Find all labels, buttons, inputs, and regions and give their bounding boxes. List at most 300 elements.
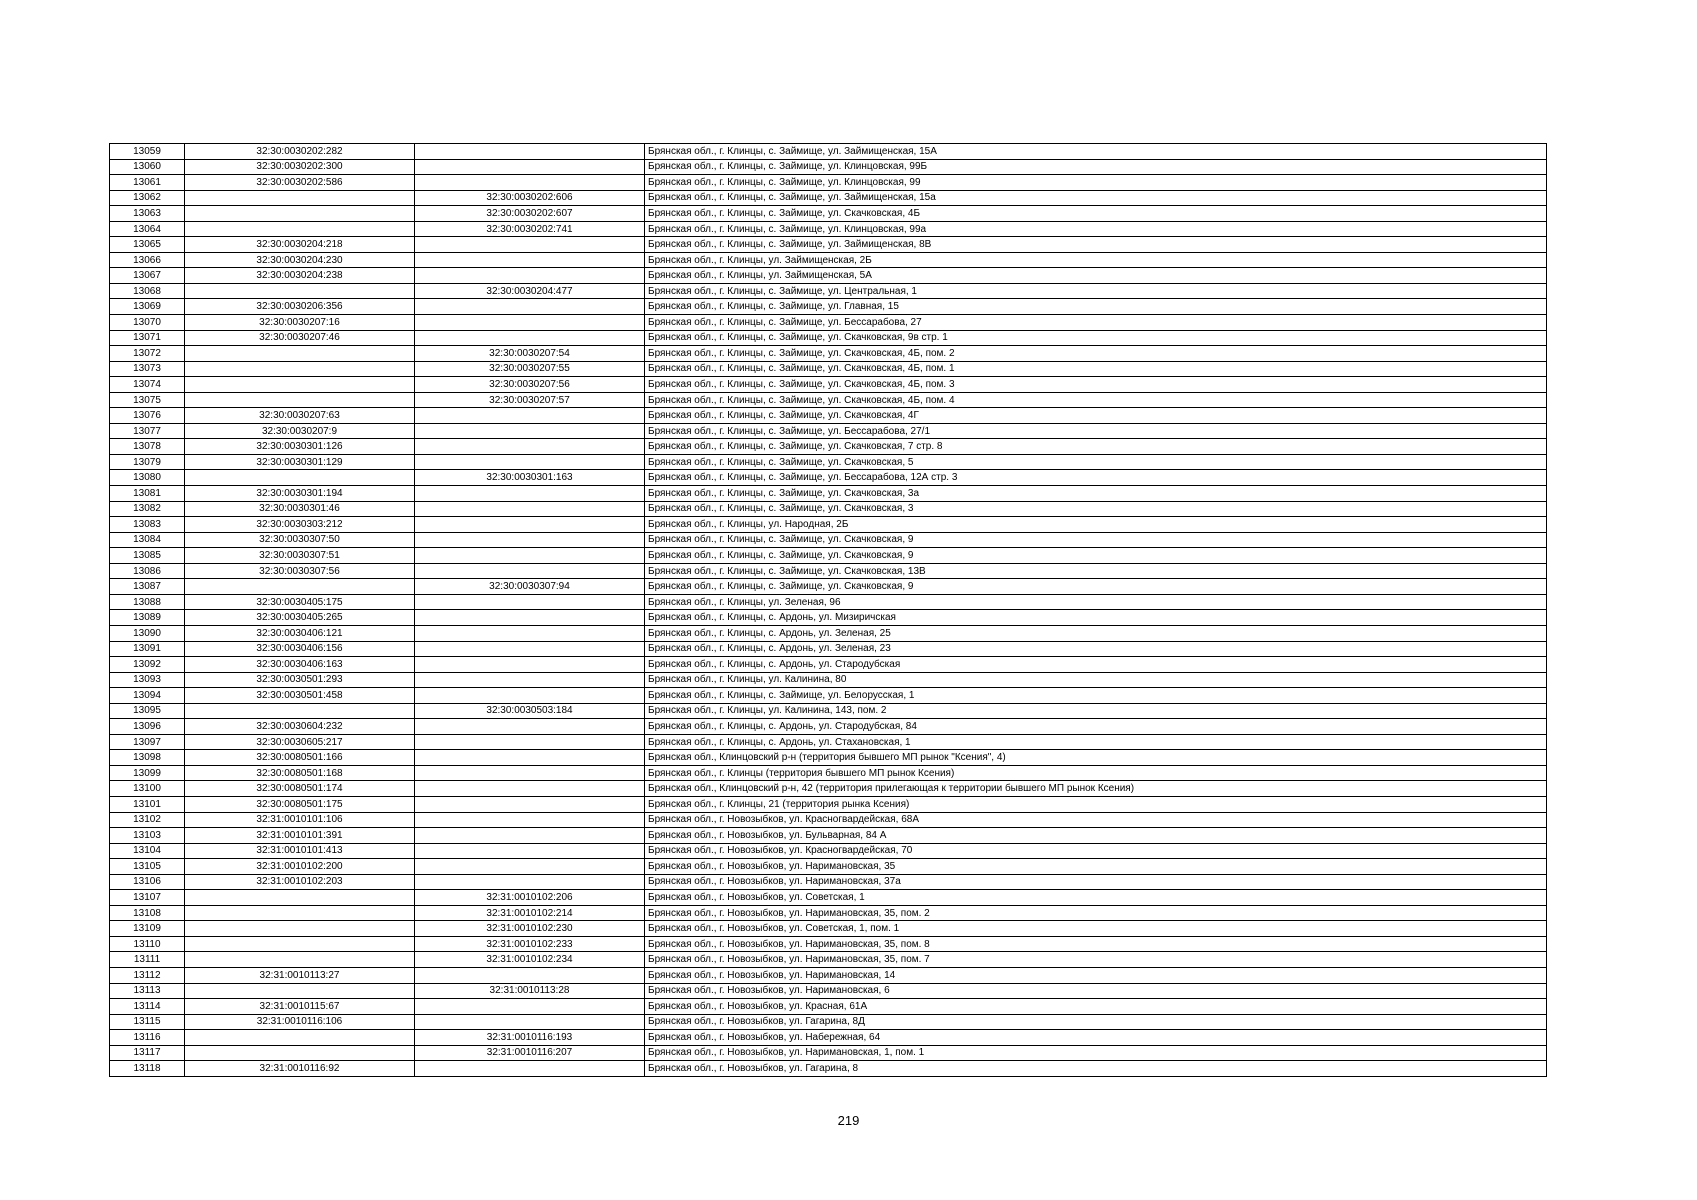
table-row	[110, 843, 1547, 859]
address-cell: Брянская обл., г. Клинцы, ул. Зеленая, 96	[645, 594, 1547, 610]
premises-cadastral-number-cell: 32:30:0030301:163	[415, 470, 645, 486]
premises-cadastral-number-cell	[415, 967, 645, 983]
premises-cadastral-number-cell	[415, 672, 645, 688]
row-number-cell: 13081	[110, 486, 185, 502]
premises-cadastral-number-cell: 32:30:0030207:57	[415, 392, 645, 408]
row-number-cell: 13080	[110, 470, 185, 486]
cadastral-number-cell: 32:31:0010101:391	[185, 828, 415, 844]
row-number-cell: 13075	[110, 392, 185, 408]
table-row	[110, 144, 1547, 160]
address-cell: Брянская обл., г. Клинцы, с. Займище, ул. Скачковская, 9	[645, 579, 1547, 595]
table-row	[110, 734, 1547, 750]
premises-cadastral-number-cell	[415, 796, 645, 812]
premises-cadastral-number-cell	[415, 828, 645, 844]
row-number-cell: 13113	[110, 983, 185, 999]
row-number-cell: 13106	[110, 874, 185, 890]
cadastral-number-cell: 32:30:0030202:282	[185, 144, 415, 160]
premises-cadastral-number-cell	[415, 594, 645, 610]
table-row	[110, 1045, 1547, 1061]
table-row	[110, 579, 1547, 595]
address-cell: Брянская обл., г. Клинцы, с. Займище, ул. Клинцовская, 99	[645, 175, 1547, 191]
premises-cadastral-number-cell	[415, 874, 645, 890]
cadastral-number-cell: 32:30:0030204:218	[185, 237, 415, 253]
row-number-cell: 13096	[110, 719, 185, 735]
cadastral-number-cell: 32:30:0030207:9	[185, 423, 415, 439]
table-row	[110, 454, 1547, 470]
cadastral-number-cell: 32:30:0030501:293	[185, 672, 415, 688]
cadastral-number-cell	[185, 983, 415, 999]
premises-cadastral-number-cell	[415, 563, 645, 579]
premises-cadastral-number-cell: 32:31:0010102:206	[415, 890, 645, 906]
premises-cadastral-number-cell	[415, 548, 645, 564]
table-row	[110, 952, 1547, 968]
row-number-cell: 13095	[110, 703, 185, 719]
premises-cadastral-number-cell	[415, 625, 645, 641]
table-row	[110, 330, 1547, 346]
table-row	[110, 967, 1547, 983]
premises-cadastral-number-cell	[415, 501, 645, 517]
address-cell: Брянская обл., г. Клинцы, ул. Калинина, 143, пом. 2	[645, 703, 1547, 719]
address-cell: Брянская обл., г. Новозыбков, ул. Наримановская, 35, пом. 7	[645, 952, 1547, 968]
premises-cadastral-number-cell: 32:30:0030202:741	[415, 221, 645, 237]
premises-cadastral-number-cell: 32:30:0030503:184	[415, 703, 645, 719]
row-number-cell: 13090	[110, 625, 185, 641]
cadastral-number-cell	[185, 377, 415, 393]
row-number-cell: 13105	[110, 859, 185, 875]
premises-cadastral-number-cell	[415, 252, 645, 268]
table-row	[110, 548, 1547, 564]
row-number-cell: 13100	[110, 781, 185, 797]
row-number-cell: 13116	[110, 1030, 185, 1046]
row-number-cell: 13065	[110, 237, 185, 253]
premises-cadastral-number-cell	[415, 159, 645, 175]
address-cell: Брянская обл., г. Новозыбков, ул. Гагарина, 8	[645, 1061, 1547, 1077]
address-cell: Брянская обл., г. Клинцы, с. Ардонь, ул. Стародубская	[645, 657, 1547, 673]
cadastral-number-cell: 32:31:0010102:203	[185, 874, 415, 890]
premises-cadastral-number-cell	[415, 765, 645, 781]
row-number-cell: 13111	[110, 952, 185, 968]
address-cell: Брянская обл., г. Клинцы, с. Займище, ул. Скачковская, 9	[645, 532, 1547, 548]
row-number-cell: 13112	[110, 967, 185, 983]
address-cell: Брянская обл., г. Новозыбков, ул. Гагарина, 8Д	[645, 1014, 1547, 1030]
table-row	[110, 890, 1547, 906]
premises-cadastral-number-cell	[415, 175, 645, 191]
premises-cadastral-number-cell	[415, 532, 645, 548]
premises-cadastral-number-cell	[415, 781, 645, 797]
row-number-cell: 13066	[110, 252, 185, 268]
address-cell: Брянская обл., г. Новозыбков, ул. Наримановская, 6	[645, 983, 1547, 999]
cadastral-number-cell: 32:30:0030307:51	[185, 548, 415, 564]
premises-cadastral-number-cell: 32:30:0030202:607	[415, 206, 645, 222]
row-number-cell: 13068	[110, 283, 185, 299]
row-number-cell: 13077	[110, 423, 185, 439]
cadastral-number-cell: 32:30:0030202:300	[185, 159, 415, 175]
table-row	[110, 532, 1547, 548]
address-cell: Брянская обл., г. Клинцы, с. Займище, ул. Клинцовская, 99Б	[645, 159, 1547, 175]
address-cell: Брянская обл., г. Клинцы, с. Займище, ул. Белорусская, 1	[645, 688, 1547, 704]
cadastral-number-cell: 32:30:0030604:232	[185, 719, 415, 735]
row-number-cell: 13079	[110, 454, 185, 470]
cadastral-number-cell: 32:30:0080501:174	[185, 781, 415, 797]
table-row	[110, 159, 1547, 175]
cadastral-number-cell	[185, 936, 415, 952]
address-cell: Брянская обл., г. Клинцы, с. Ардонь, ул. Зеленая, 25	[645, 625, 1547, 641]
row-number-cell: 13069	[110, 299, 185, 315]
table-row	[110, 610, 1547, 626]
table-row	[110, 175, 1547, 191]
cadastral-number-cell	[185, 1030, 415, 1046]
premises-cadastral-number-cell: 32:31:0010102:214	[415, 905, 645, 921]
premises-cadastral-number-cell	[415, 843, 645, 859]
cadastral-number-cell	[185, 206, 415, 222]
address-cell: Брянская обл., г. Клинцы, с. Займище, ул. Главная, 15	[645, 299, 1547, 315]
premises-cadastral-number-cell: 32:31:0010102:233	[415, 936, 645, 952]
table-row	[110, 796, 1547, 812]
table-row	[110, 703, 1547, 719]
address-cell: Брянская обл., г. Клинцы, с. Займище, ул. Скачковская, 13В	[645, 563, 1547, 579]
table-row	[110, 765, 1547, 781]
row-number-cell: 13064	[110, 221, 185, 237]
cadastral-number-cell: 32:31:0010115:67	[185, 999, 415, 1015]
cadastral-number-cell: 32:30:0030207:63	[185, 408, 415, 424]
table-row	[110, 641, 1547, 657]
table-row	[110, 936, 1547, 952]
table-row	[110, 486, 1547, 502]
premises-cadastral-number-cell	[415, 1014, 645, 1030]
table-row	[110, 828, 1547, 844]
address-cell: Брянская обл., г. Клинцы, ул. Калинина, 80	[645, 672, 1547, 688]
premises-cadastral-number-cell: 32:30:0030307:94	[415, 579, 645, 595]
row-number-cell: 13091	[110, 641, 185, 657]
cadastral-number-cell: 32:30:0030204:238	[185, 268, 415, 284]
address-cell: Брянская обл., г. Клинцы, с. Ардонь, ул. Мизиричская	[645, 610, 1547, 626]
cadastral-number-cell: 32:31:0010102:200	[185, 859, 415, 875]
cadastral-number-cell: 32:31:0010116:92	[185, 1061, 415, 1077]
property-register-table	[109, 143, 1547, 1077]
row-number-cell: 13101	[110, 796, 185, 812]
cadastral-number-cell: 32:30:0030406:121	[185, 625, 415, 641]
cadastral-number-cell	[185, 190, 415, 206]
table-row	[110, 252, 1547, 268]
table-row	[110, 470, 1547, 486]
row-number-cell: 13063	[110, 206, 185, 222]
premises-cadastral-number-cell: 32:30:0030207:56	[415, 377, 645, 393]
row-number-cell: 13115	[110, 1014, 185, 1030]
premises-cadastral-number-cell: 32:30:0030207:55	[415, 361, 645, 377]
row-number-cell: 13085	[110, 548, 185, 564]
row-number-cell: 13107	[110, 890, 185, 906]
address-cell: Брянская обл., г. Клинцы, с. Займище, ул. Скачковская, 7 стр. 8	[645, 439, 1547, 455]
row-number-cell: 13093	[110, 672, 185, 688]
table-row	[110, 1061, 1547, 1077]
table-row	[110, 221, 1547, 237]
cadastral-number-cell: 32:31:0010101:106	[185, 812, 415, 828]
address-cell: Брянская обл., г. Новозыбков, ул. Наримановская, 37а	[645, 874, 1547, 890]
row-number-cell: 13108	[110, 905, 185, 921]
address-cell: Брянская обл., г. Новозыбков, ул. Красногвардейская, 68А	[645, 812, 1547, 828]
row-number-cell: 13060	[110, 159, 185, 175]
premises-cadastral-number-cell: 32:30:0030207:54	[415, 346, 645, 362]
table-row	[110, 874, 1547, 890]
table-row	[110, 283, 1547, 299]
row-number-cell: 13084	[110, 532, 185, 548]
cadastral-number-cell: 32:30:0030207:16	[185, 315, 415, 331]
table-row	[110, 408, 1547, 424]
row-number-cell: 13072	[110, 346, 185, 362]
cadastral-number-cell: 32:30:0030204:230	[185, 252, 415, 268]
table-row	[110, 999, 1547, 1015]
cadastral-number-cell: 32:30:0080501:166	[185, 750, 415, 766]
premises-cadastral-number-cell	[415, 688, 645, 704]
row-number-cell: 13076	[110, 408, 185, 424]
premises-cadastral-number-cell: 32:31:0010116:207	[415, 1045, 645, 1061]
address-cell: Брянская обл., г. Клинцы, с. Займище, ул. Скачковская, 4Б, пом. 3	[645, 377, 1547, 393]
address-cell: Брянская обл., г. Клинцы, с. Займище, ул. Скачковская, 4Г	[645, 408, 1547, 424]
table-row	[110, 657, 1547, 673]
premises-cadastral-number-cell	[415, 439, 645, 455]
cadastral-number-cell	[185, 470, 415, 486]
address-cell: Брянская обл., г. Новозыбков, ул. Наримановская, 14	[645, 967, 1547, 983]
row-number-cell: 13059	[110, 144, 185, 160]
address-cell: Брянская обл., г. Клинцы, с. Займище, ул. Скачковская, 3а	[645, 486, 1547, 502]
premises-cadastral-number-cell: 32:30:0030204:477	[415, 283, 645, 299]
row-number-cell: 13071	[110, 330, 185, 346]
address-cell: Брянская обл., г. Клинцы, с. Займище, ул. Бессарабова, 12А стр. 3	[645, 470, 1547, 486]
table-row	[110, 719, 1547, 735]
address-cell: Брянская обл., г. Клинцы, с. Займище, ул. Бессарабова, 27/1	[645, 423, 1547, 439]
address-cell: Брянская обл., г. Клинцы, с. Ардонь, ул. Зеленая, 23	[645, 641, 1547, 657]
row-number-cell: 13088	[110, 594, 185, 610]
table-row	[110, 1014, 1547, 1030]
address-cell: Брянская обл., г. Клинцы, с. Займище, ул. Скачковская, 9	[645, 548, 1547, 564]
premises-cadastral-number-cell: 32:31:0010102:234	[415, 952, 645, 968]
premises-cadastral-number-cell: 32:30:0030202:606	[415, 190, 645, 206]
cadastral-number-cell	[185, 221, 415, 237]
row-number-cell: 13086	[110, 563, 185, 579]
page-number: 219	[837, 1113, 860, 1128]
address-cell: Брянская обл., г. Клинцы, ул. Народная, 2Б	[645, 517, 1547, 533]
table-row	[110, 812, 1547, 828]
address-cell: Брянская обл., г. Новозыбков, ул. Наримановская, 35, пом. 2	[645, 905, 1547, 921]
cadastral-number-cell	[185, 952, 415, 968]
table-row	[110, 563, 1547, 579]
address-cell: Брянская обл., г. Клинцы, с. Займище, ул. Скачковская, 4Б, пом. 1	[645, 361, 1547, 377]
row-number-cell: 13110	[110, 936, 185, 952]
table-row	[110, 377, 1547, 393]
table-row	[110, 859, 1547, 875]
row-number-cell: 13114	[110, 999, 185, 1015]
cadastral-number-cell	[185, 392, 415, 408]
premises-cadastral-number-cell	[415, 423, 645, 439]
address-cell: Брянская обл., Клинцовский р-н (территория бывшего МП рынок "Ксения", 4)	[645, 750, 1547, 766]
address-cell: Брянская обл., г. Клинцы, с. Займище, ул. Бессарабова, 27	[645, 315, 1547, 331]
cadastral-number-cell: 32:30:0030206:356	[185, 299, 415, 315]
row-number-cell: 13067	[110, 268, 185, 284]
table-row	[110, 315, 1547, 331]
row-number-cell: 13061	[110, 175, 185, 191]
address-cell: Брянская обл., г. Клинцы, с. Займище, ул. Скачковская, 3	[645, 501, 1547, 517]
premises-cadastral-number-cell	[415, 330, 645, 346]
row-number-cell: 13087	[110, 579, 185, 595]
table-row	[110, 781, 1547, 797]
premises-cadastral-number-cell	[415, 144, 645, 160]
table-row	[110, 594, 1547, 610]
row-number-cell: 13089	[110, 610, 185, 626]
cadastral-number-cell: 32:30:0030406:156	[185, 641, 415, 657]
row-number-cell: 13094	[110, 688, 185, 704]
premises-cadastral-number-cell	[415, 237, 645, 253]
cadastral-number-cell: 32:30:0030301:129	[185, 454, 415, 470]
address-cell: Брянская обл., г. Новозыбков, ул. Советская, 1, пом. 1	[645, 921, 1547, 937]
cadastral-number-cell: 32:30:0030405:175	[185, 594, 415, 610]
table-row	[110, 206, 1547, 222]
row-number-cell: 13117	[110, 1045, 185, 1061]
cadastral-number-cell: 32:31:0010101:413	[185, 843, 415, 859]
cadastral-number-cell: 32:30:0030406:163	[185, 657, 415, 673]
cadastral-number-cell	[185, 890, 415, 906]
address-cell: Брянская обл., г. Клинцы (территория бывшего МП рынок Ксения)	[645, 765, 1547, 781]
premises-cadastral-number-cell	[415, 610, 645, 626]
cadastral-number-cell	[185, 703, 415, 719]
address-cell: Брянская обл., г. Клинцы, ул. Займищенская, 2Б	[645, 252, 1547, 268]
row-number-cell: 13083	[110, 517, 185, 533]
table-row	[110, 361, 1547, 377]
premises-cadastral-number-cell: 32:31:0010113:28	[415, 983, 645, 999]
table-row	[110, 1030, 1547, 1046]
address-cell: Брянская обл., Клинцовский р-н, 42 (территория прилегающая к территории бывшего МП рынок Ксения)	[645, 781, 1547, 797]
cadastral-number-cell: 32:30:0080501:175	[185, 796, 415, 812]
premises-cadastral-number-cell	[415, 999, 645, 1015]
cadastral-number-cell: 32:30:0030605:217	[185, 734, 415, 750]
table-row	[110, 625, 1547, 641]
address-cell: Брянская обл., г. Клинцы, с. Займище, ул. Займищенская, 15а	[645, 190, 1547, 206]
premises-cadastral-number-cell	[415, 268, 645, 284]
address-cell: Брянская обл., г. Клинцы, с. Займище, ул. Скачковская, 4Б, пом. 4	[645, 392, 1547, 408]
row-number-cell: 13097	[110, 734, 185, 750]
row-number-cell: 13074	[110, 377, 185, 393]
row-number-cell: 13098	[110, 750, 185, 766]
register-table-body	[110, 144, 1547, 1077]
premises-cadastral-number-cell	[415, 408, 645, 424]
address-cell: Брянская обл., г. Клинцы, с. Ардонь, ул. Стахановская, 1	[645, 734, 1547, 750]
address-cell: Брянская обл., г. Клинцы, с. Займище, ул. Клинцовская, 99а	[645, 221, 1547, 237]
address-cell: Брянская обл., г. Клинцы, ул. Займищенская, 5А	[645, 268, 1547, 284]
address-cell: Брянская обл., г. Клинцы, 21 (территория рынка Ксения)	[645, 796, 1547, 812]
table-row	[110, 423, 1547, 439]
cadastral-number-cell: 32:30:0030307:56	[185, 563, 415, 579]
premises-cadastral-number-cell	[415, 734, 645, 750]
cadastral-number-cell	[185, 283, 415, 299]
row-number-cell: 13104	[110, 843, 185, 859]
address-cell: Брянская обл., г. Новозыбков, ул. Наримановская, 35	[645, 859, 1547, 875]
cadastral-number-cell	[185, 921, 415, 937]
table-row	[110, 517, 1547, 533]
table-row	[110, 190, 1547, 206]
address-cell: Брянская обл., г. Новозыбков, ул. Красногвардейская, 70	[645, 843, 1547, 859]
address-cell: Брянская обл., г. Клинцы, с. Займище, ул. Займищенская, 8В	[645, 237, 1547, 253]
cadastral-number-cell: 32:30:0030207:46	[185, 330, 415, 346]
cadastral-number-cell: 32:30:0030202:586	[185, 175, 415, 191]
address-cell: Брянская обл., г. Новозыбков, ул. Наримановская, 35, пом. 8	[645, 936, 1547, 952]
row-number-cell: 13062	[110, 190, 185, 206]
table-row	[110, 237, 1547, 253]
cadastral-number-cell	[185, 1045, 415, 1061]
cadastral-number-cell: 32:31:0010116:106	[185, 1014, 415, 1030]
table-row	[110, 750, 1547, 766]
address-cell: Брянская обл., г. Клинцы, с. Займище, ул. Скачковская, 9в стр. 1	[645, 330, 1547, 346]
table-row	[110, 672, 1547, 688]
cadastral-number-cell: 32:30:0030303:212	[185, 517, 415, 533]
address-cell: Брянская обл., г. Новозыбков, ул. Бульварная, 84 А	[645, 828, 1547, 844]
cadastral-number-cell: 32:31:0010113:27	[185, 967, 415, 983]
address-cell: Брянская обл., г. Клинцы, с. Займище, ул. Скачковская, 4Б, пом. 2	[645, 346, 1547, 362]
cadastral-number-cell: 32:30:0030301:126	[185, 439, 415, 455]
premises-cadastral-number-cell	[415, 859, 645, 875]
row-number-cell: 13118	[110, 1061, 185, 1077]
premises-cadastral-number-cell	[415, 299, 645, 315]
address-cell: Брянская обл., г. Клинцы, с. Займище, ул. Скачковская, 5	[645, 454, 1547, 470]
cadastral-number-cell	[185, 361, 415, 377]
table-row	[110, 346, 1547, 362]
premises-cadastral-number-cell	[415, 454, 645, 470]
premises-cadastral-number-cell	[415, 1061, 645, 1077]
premises-cadastral-number-cell	[415, 657, 645, 673]
row-number-cell: 13070	[110, 315, 185, 331]
cadastral-number-cell: 32:30:0030301:46	[185, 501, 415, 517]
premises-cadastral-number-cell	[415, 641, 645, 657]
row-number-cell: 13099	[110, 765, 185, 781]
row-number-cell: 13103	[110, 828, 185, 844]
row-number-cell: 13073	[110, 361, 185, 377]
row-number-cell: 13102	[110, 812, 185, 828]
table-row	[110, 439, 1547, 455]
premises-cadastral-number-cell	[415, 719, 645, 735]
cadastral-number-cell: 32:30:0030307:50	[185, 532, 415, 548]
cadastral-number-cell: 32:30:0030301:194	[185, 486, 415, 502]
address-cell: Брянская обл., г. Клинцы, с. Займище, ул. Центральная, 1	[645, 283, 1547, 299]
table-row	[110, 501, 1547, 517]
premises-cadastral-number-cell: 32:31:0010116:193	[415, 1030, 645, 1046]
cadastral-number-cell	[185, 905, 415, 921]
address-cell: Брянская обл., г. Новозыбков, ул. Наримановская, 1, пом. 1	[645, 1045, 1547, 1061]
address-cell: Брянская обл., г. Новозыбков, ул. Красная, 61А	[645, 999, 1547, 1015]
premises-cadastral-number-cell: 32:31:0010102:230	[415, 921, 645, 937]
row-number-cell: 13078	[110, 439, 185, 455]
address-cell: Брянская обл., г. Новозыбков, ул. Советская, 1	[645, 890, 1547, 906]
premises-cadastral-number-cell	[415, 315, 645, 331]
table-row	[110, 688, 1547, 704]
row-number-cell: 13092	[110, 657, 185, 673]
address-cell: Брянская обл., г. Клинцы, с. Ардонь, ул. Стародубская, 84	[645, 719, 1547, 735]
table-row	[110, 983, 1547, 999]
premises-cadastral-number-cell	[415, 812, 645, 828]
premises-cadastral-number-cell	[415, 750, 645, 766]
premises-cadastral-number-cell	[415, 517, 645, 533]
table-row	[110, 921, 1547, 937]
row-number-cell: 13109	[110, 921, 185, 937]
table-row	[110, 268, 1547, 284]
cadastral-number-cell: 32:30:0030405:265	[185, 610, 415, 626]
address-cell: Брянская обл., г. Клинцы, с. Займище, ул. Скачковская, 4Б	[645, 206, 1547, 222]
cadastral-number-cell: 32:30:0030501:458	[185, 688, 415, 704]
table-row	[110, 905, 1547, 921]
address-cell: Брянская обл., г. Клинцы, с. Займище, ул. Займищенская, 15А	[645, 144, 1547, 160]
premises-cadastral-number-cell	[415, 486, 645, 502]
cadastral-number-cell	[185, 579, 415, 595]
table-row	[110, 392, 1547, 408]
address-cell: Брянская обл., г. Новозыбков, ул. Набережная, 64	[645, 1030, 1547, 1046]
cadastral-number-cell	[185, 346, 415, 362]
